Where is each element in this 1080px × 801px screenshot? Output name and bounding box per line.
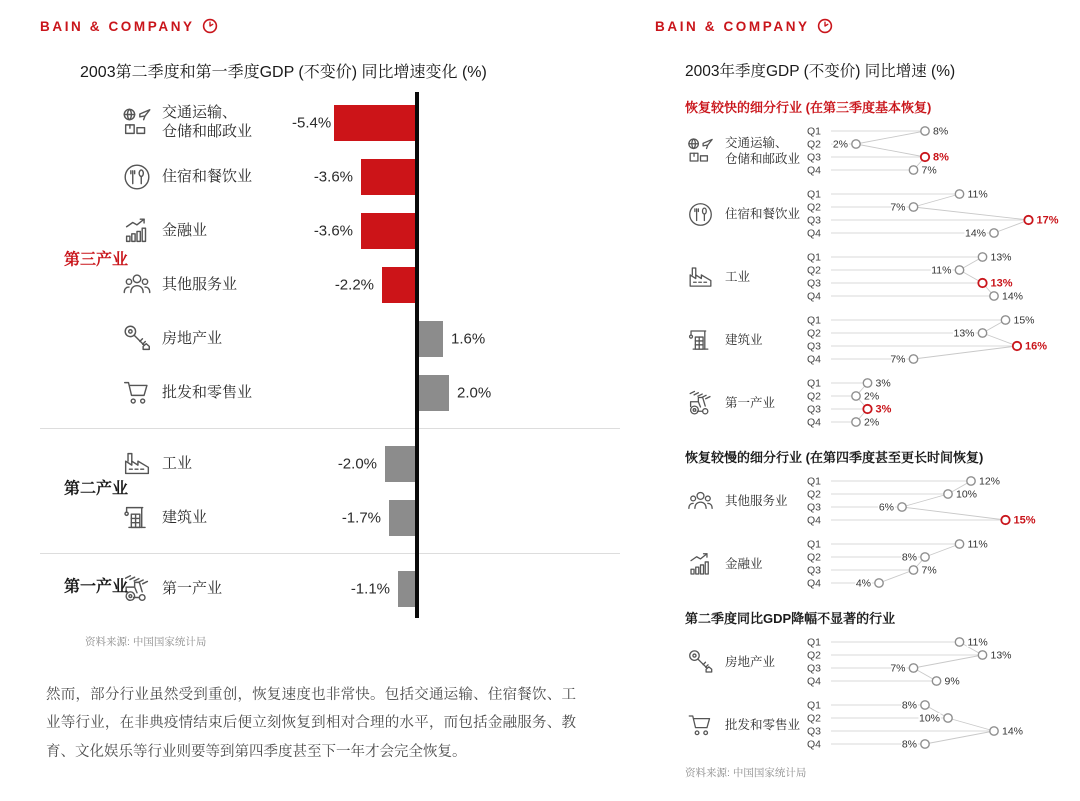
bar-row-label: 建筑业 (162, 508, 208, 526)
bar-value-label: 1.6% (451, 330, 486, 348)
logistics-icon (685, 136, 716, 167)
value-label: 15% (1013, 314, 1035, 327)
right-dot-plot-chart (655, 97, 1080, 753)
data-point (909, 664, 917, 672)
quarter-label: Q4 (807, 290, 822, 303)
value-label: 8% (901, 699, 917, 712)
bar-row (40, 366, 620, 420)
value-label: 11% (967, 538, 988, 551)
commentary-paragraph: 然而，部分行业虽然受到重创，恢复速度也非常快。包括交通运输、住宿餐饮、工业等行业，在非典疫情结束后便立刻恢复到相对合理的水平，而包括金融服务、教育、文化娱乐等行业则要等到第四季度甚至下一年才会完全恢复。 (46, 687, 576, 760)
quarter-label: Q4 (807, 577, 822, 590)
bar (419, 321, 443, 357)
left-source-note: 资料来源: 中国国家统计局 (85, 636, 207, 648)
dot-plot (807, 697, 1074, 753)
bar-value-label: -1.7% (341, 509, 381, 527)
data-point (990, 292, 998, 300)
value-label: 8% (901, 551, 917, 564)
value-label: 3% (875, 377, 891, 390)
quarter-label: Q3 (807, 340, 822, 353)
bar-value-label: -3.6% (313, 168, 353, 186)
data-point (990, 229, 998, 237)
bain-logo-text: BAIN & COMPANY (655, 18, 810, 34)
data-point (921, 701, 929, 709)
quarter-label: Q1 (807, 125, 822, 138)
left-panel (40, 0, 620, 766)
dot-plot (807, 249, 1074, 305)
dot-row-label: 第一产业 (725, 395, 776, 410)
quarter-label: Q1 (807, 314, 822, 327)
data-point (852, 418, 860, 426)
dot-row-icon (685, 262, 725, 293)
bain-logo-mark-icon (817, 18, 833, 34)
value-label: 11% (967, 636, 988, 649)
bar-value-label: -2.0% (337, 455, 377, 473)
dot-plot-row (685, 375, 1080, 431)
quarter-label: Q1 (807, 377, 822, 390)
section-header: 恢复较慢的细分行业 (在第四季度甚至更长时间恢复) (685, 450, 984, 465)
value-label: 11% (931, 264, 952, 277)
value-label: 13% (990, 251, 1012, 264)
bar-row-icon (120, 376, 162, 410)
quarter-label: Q4 (807, 164, 822, 177)
bar (334, 105, 415, 141)
data-point (898, 503, 906, 511)
value-label: 13% (990, 277, 1013, 290)
data-point (909, 203, 917, 211)
quarter-label: Q3 (807, 662, 822, 675)
bar-row-icon (120, 214, 162, 248)
dot-row-icon (685, 199, 725, 230)
quarter-label: Q3 (807, 277, 822, 290)
industry-group (40, 553, 620, 616)
bar (419, 375, 449, 411)
data-point (978, 651, 986, 659)
left-bar-chart (40, 96, 620, 616)
value-label: 7% (890, 662, 906, 675)
bain-logo-mark-icon (202, 18, 218, 34)
data-point (921, 153, 929, 161)
data-point (909, 355, 917, 363)
construction-icon (685, 325, 716, 356)
bar-zone (292, 150, 620, 204)
dot-row-label: 住宿和餐饮业 (725, 206, 801, 221)
bain-logo-text: BAIN & COMPANY (40, 18, 195, 34)
bar-row-icon (120, 268, 162, 302)
value-label: 14% (964, 227, 986, 240)
industry-group (40, 96, 620, 420)
dot-plot (807, 186, 1074, 242)
bain-logo (40, 18, 620, 34)
data-point (967, 477, 975, 485)
zero-axis-line (415, 92, 419, 618)
bain-logo (655, 18, 1080, 34)
section-header: 第二季度同比GDP降幅不显著的行业 (685, 611, 896, 626)
bar-zone (292, 312, 620, 366)
dot-row-label: 其他服务业 (725, 493, 788, 508)
quarter-label: Q1 (807, 538, 822, 551)
value-label: 4% (855, 577, 871, 590)
dot-plot-row (685, 473, 1080, 529)
value-label: 9% (944, 675, 960, 688)
bar (382, 267, 415, 303)
quarter-label: Q4 (807, 353, 822, 366)
services-icon (685, 486, 716, 517)
bar-row-icon (120, 160, 162, 194)
quarter-label: Q1 (807, 188, 822, 201)
right-source-note: 资料来源: 中国国家统计局 (685, 767, 807, 779)
data-point (863, 379, 871, 387)
restaurant-icon (120, 160, 154, 194)
dot-plot (807, 536, 1074, 592)
value-label: 12% (979, 475, 1001, 488)
left-chart-title: 2003第二季度和第一季度GDP (不变价) 同比增速变化 (%) (80, 64, 487, 81)
value-label: 2% (864, 390, 880, 403)
data-point (955, 266, 963, 274)
quarter-label: Q4 (807, 514, 822, 527)
dot-plot (807, 473, 1074, 529)
quarter-label: Q4 (807, 416, 822, 429)
bar (398, 571, 415, 607)
dot-row-icon (685, 136, 725, 167)
value-label: 6% (878, 501, 894, 514)
data-point (921, 127, 929, 135)
quarter-label: Q2 (807, 138, 822, 151)
bar-row-icon (120, 501, 162, 535)
bar-zone (292, 491, 620, 545)
quarter-label: Q4 (807, 675, 822, 688)
group-label: 第一产业 (64, 578, 129, 596)
quarter-label: Q2 (807, 551, 822, 564)
value-label: 7% (921, 564, 937, 577)
bar-zone (292, 562, 620, 616)
quarter-label: Q2 (807, 649, 822, 662)
value-label: 3% (875, 403, 892, 416)
data-point (1024, 216, 1032, 224)
retail-icon (120, 376, 154, 410)
bar-row-label: 交通运输、 仓储和邮政业 (162, 104, 253, 140)
industry-group (40, 428, 620, 545)
value-label: 13% (953, 327, 975, 340)
realestate-icon (120, 322, 154, 356)
data-point (921, 740, 929, 748)
bar-row (40, 96, 620, 150)
data-point (1013, 342, 1021, 350)
data-point (875, 579, 883, 587)
quarter-label: Q2 (807, 488, 822, 501)
dot-row-icon (685, 647, 725, 678)
quarter-label: Q4 (807, 227, 822, 240)
data-point (955, 190, 963, 198)
data-point (978, 253, 986, 261)
value-label: 15% (1013, 514, 1036, 527)
value-label: 14% (1002, 725, 1024, 738)
bar-zone (292, 366, 620, 420)
bar-row-label: 住宿和餐饮业 (162, 167, 253, 185)
right-chart-title: 2003年季度GDP (不变价) 同比增速 (%) (685, 63, 956, 80)
dot-row-icon (685, 549, 725, 580)
dot-row-label: 交通运输、 仓储和邮政业 (725, 135, 801, 166)
bar-row (40, 150, 620, 204)
bar (361, 159, 415, 195)
bar-zone (292, 96, 620, 150)
data-point (1001, 316, 1009, 324)
bar-row (40, 491, 620, 545)
value-label: 10% (918, 712, 940, 725)
finance-icon (120, 214, 154, 248)
quarter-label: Q3 (807, 403, 822, 416)
bar-row-label: 批发和零售业 (162, 383, 253, 401)
data-point (909, 166, 917, 174)
value-label: 11% (967, 188, 988, 201)
bar (385, 446, 415, 482)
data-point (978, 279, 986, 287)
dot-row-label: 建筑业 (725, 332, 763, 347)
dot-plot (807, 375, 1074, 431)
data-point (921, 553, 929, 561)
quarter-label: Q2 (807, 264, 822, 277)
quarter-label: Q4 (807, 738, 822, 751)
quarter-label: Q3 (807, 501, 822, 514)
value-label: 8% (901, 738, 917, 751)
value-label: 7% (921, 164, 937, 177)
section-header: 恢复较快的细分行业 (在第三季度基本恢复) (685, 100, 932, 115)
dot-row-icon (685, 388, 725, 419)
dot-plot (807, 634, 1074, 690)
quarter-label: Q3 (807, 725, 822, 738)
quarter-label: Q3 (807, 214, 822, 227)
data-point (863, 405, 871, 413)
value-label: 16% (1025, 340, 1048, 353)
group-label: 第三产业 (64, 251, 129, 269)
quarter-label: Q2 (807, 712, 822, 725)
bar-row-label: 工业 (162, 454, 193, 472)
bar-value-label: -5.4% (292, 114, 332, 132)
bar-zone (292, 437, 620, 491)
dot-plot-row (685, 186, 1080, 242)
quarter-label: Q1 (807, 699, 822, 712)
restaurant-icon (685, 199, 716, 230)
value-label: 2% (832, 138, 848, 151)
value-label: 8% (933, 151, 949, 164)
dot-plot (807, 312, 1074, 368)
bar-row-label: 金融业 (162, 221, 208, 239)
dot-plot-row (685, 312, 1080, 368)
value-label: 2% (864, 416, 880, 429)
dot-plot-row (685, 697, 1080, 753)
dot-plot-row (685, 249, 1080, 305)
dot-plot-row (685, 536, 1080, 592)
finance-icon (685, 549, 716, 580)
bar-row-label: 房地产业 (162, 329, 223, 347)
bar (361, 213, 415, 249)
quarter-label: Q1 (807, 636, 822, 649)
logistics-icon (120, 106, 154, 140)
dot-plot-row (685, 634, 1080, 690)
construction-icon (120, 501, 154, 535)
dot-plot-row (685, 123, 1080, 179)
data-point (852, 392, 860, 400)
quarter-label: Q1 (807, 475, 822, 488)
bar-value-label: -2.2% (334, 276, 374, 294)
bar-value-label: -1.1% (350, 580, 390, 598)
dot-row-icon (685, 710, 725, 741)
value-label: 7% (890, 353, 906, 366)
right-panel (655, 0, 1080, 780)
bar (389, 500, 415, 536)
data-point (978, 329, 986, 337)
data-point (852, 140, 860, 148)
bar-value-label: -3.6% (313, 222, 353, 240)
bar-row (40, 312, 620, 366)
bar-row-icon (120, 322, 162, 356)
data-point (909, 566, 917, 574)
value-label: 10% (956, 488, 978, 501)
data-point (955, 540, 963, 548)
quarter-label: Q3 (807, 151, 822, 164)
quarter-label: Q2 (807, 201, 822, 214)
industry-icon (685, 262, 716, 293)
data-point (932, 677, 940, 685)
data-point (1001, 516, 1009, 524)
quarter-label: Q3 (807, 564, 822, 577)
value-label: 17% (1036, 214, 1059, 227)
dot-row-label: 批发和零售业 (725, 717, 801, 732)
bar-row-label: 其他服务业 (162, 275, 238, 293)
bar-row-icon (120, 106, 162, 140)
services-icon (120, 268, 154, 302)
dot-row-icon (685, 325, 725, 356)
dot-row-label: 金融业 (725, 556, 763, 571)
value-label: 7% (890, 201, 906, 214)
quarter-label: Q2 (807, 390, 822, 403)
dot-row-label: 房地产业 (725, 654, 776, 669)
data-point (955, 638, 963, 646)
value-label: 13% (990, 649, 1012, 662)
dot-row-label: 工业 (725, 269, 751, 284)
group-label: 第二产业 (64, 480, 129, 498)
quarter-label: Q2 (807, 327, 822, 340)
agriculture-icon (685, 388, 716, 419)
realestate-icon (685, 647, 716, 678)
value-label: 14% (1002, 290, 1024, 303)
bar-zone (292, 258, 620, 312)
retail-icon (685, 710, 716, 741)
data-point (990, 727, 998, 735)
data-point (944, 490, 952, 498)
bar-zone (292, 204, 620, 258)
bar-row-label: 第一产业 (162, 579, 223, 597)
dot-row-icon (685, 486, 725, 517)
value-label: 8% (933, 125, 949, 138)
dot-plot (807, 123, 1074, 179)
data-point (944, 714, 952, 722)
bar-value-label: 2.0% (457, 384, 492, 402)
quarter-label: Q1 (807, 251, 822, 264)
